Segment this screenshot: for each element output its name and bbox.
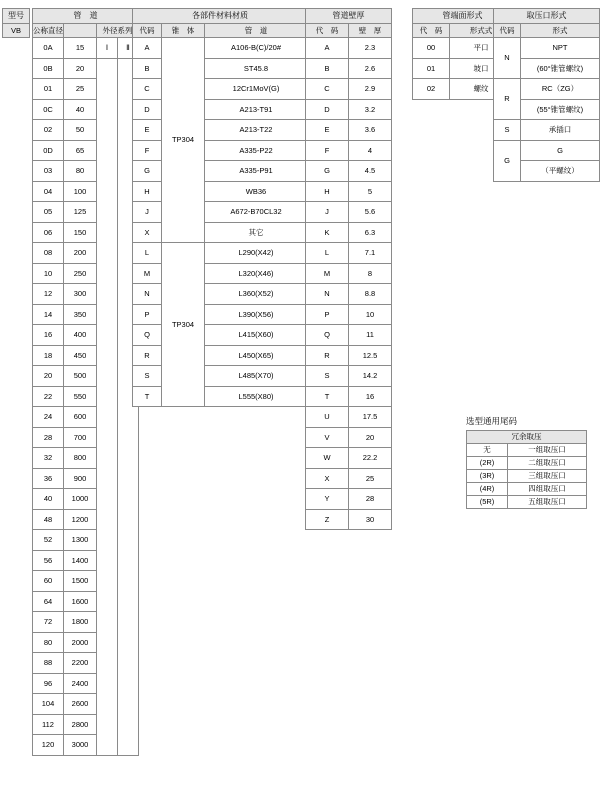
table-subheader-row bbox=[33, 24, 139, 38]
pipe-code: 96 bbox=[33, 673, 64, 694]
pipe-code: 16 bbox=[33, 325, 64, 346]
thickness-code: J bbox=[306, 202, 349, 223]
material-code: P bbox=[133, 304, 162, 325]
pipe-subheader-dn-spacer bbox=[64, 24, 97, 38]
tail-code: (3R) bbox=[467, 470, 508, 483]
pipe-dn: 1300 bbox=[64, 530, 97, 551]
thickness-value: 2.3 bbox=[349, 38, 392, 59]
pipe-subheader-code: 公称直径 bbox=[33, 24, 64, 38]
thickness-value: 4.5 bbox=[349, 161, 392, 182]
table-row bbox=[467, 470, 587, 483]
thickness-code: F bbox=[306, 140, 349, 161]
table-row bbox=[306, 243, 392, 264]
pipe-dn: 2400 bbox=[64, 673, 97, 694]
pipe-code: 88 bbox=[33, 653, 64, 674]
pipe-dn: 40 bbox=[64, 99, 97, 120]
table-row bbox=[133, 345, 308, 366]
material-code: T bbox=[133, 386, 162, 407]
table-subheader-row bbox=[494, 24, 600, 38]
thickness-code: X bbox=[306, 468, 349, 489]
pipe-dn: 2200 bbox=[64, 653, 97, 674]
pipe-code: 28 bbox=[33, 427, 64, 448]
thickness-value: 20 bbox=[349, 427, 392, 448]
thickness-code: G bbox=[306, 161, 349, 182]
pipe-subheader-series: 外径系列 bbox=[97, 24, 139, 38]
table-row bbox=[494, 140, 600, 161]
table-row bbox=[306, 304, 392, 325]
table-row bbox=[33, 58, 139, 79]
material-pipe: L485(X70) bbox=[205, 366, 308, 387]
material-code: Q bbox=[133, 325, 162, 346]
pipe-code: 06 bbox=[33, 222, 64, 243]
table-row bbox=[133, 161, 308, 182]
table-row bbox=[306, 58, 392, 79]
pipe-dn: 200 bbox=[64, 243, 97, 264]
tapform-form-line: (60°锥管螺纹) bbox=[521, 58, 600, 79]
pipe-code: 0D bbox=[33, 140, 64, 161]
material-pipe: A213-T22 bbox=[205, 120, 308, 141]
pipe-code: 56 bbox=[33, 550, 64, 571]
material-subheader-code: 代码 bbox=[133, 24, 162, 38]
thickness-code: E bbox=[306, 120, 349, 141]
pipe-code: 22 bbox=[33, 386, 64, 407]
table-row bbox=[306, 345, 392, 366]
pipe-dn: 100 bbox=[64, 181, 97, 202]
material-code: X bbox=[133, 222, 162, 243]
material-header: 各部件材料材质 bbox=[133, 9, 308, 24]
material-cone-top: TP304 bbox=[162, 38, 205, 243]
table-row bbox=[306, 263, 392, 284]
thickness-code: B bbox=[306, 58, 349, 79]
thickness-code: R bbox=[306, 345, 349, 366]
pipe-code: 60 bbox=[33, 571, 64, 592]
pipe-code: 36 bbox=[33, 468, 64, 489]
endface-subheader-form: 形式式 bbox=[450, 24, 513, 38]
table-header-row bbox=[133, 9, 308, 24]
table-row bbox=[133, 386, 308, 407]
pipe-dn: 1500 bbox=[64, 571, 97, 592]
pipe-code: 64 bbox=[33, 591, 64, 612]
pipe-dn: 65 bbox=[64, 140, 97, 161]
thickness-value: 3.6 bbox=[349, 120, 392, 141]
tail-desc: 五组取压口 bbox=[508, 496, 587, 509]
pipe-dn: 900 bbox=[64, 468, 97, 489]
pipe-code: 04 bbox=[33, 181, 64, 202]
material-pipe: L450(X65) bbox=[205, 345, 308, 366]
table-row bbox=[133, 58, 308, 79]
model-code-header: VB bbox=[3, 24, 30, 38]
thickness-value: 3.2 bbox=[349, 99, 392, 120]
table-row bbox=[306, 222, 392, 243]
pipe-dn: 500 bbox=[64, 366, 97, 387]
tapform-code: N bbox=[494, 38, 521, 79]
pipe-dn: 25 bbox=[64, 79, 97, 100]
pipe-header: 管 道 bbox=[33, 9, 139, 24]
tapform-subheader-form: 形式 bbox=[521, 24, 600, 38]
pipe-code: 48 bbox=[33, 509, 64, 530]
table-row bbox=[133, 38, 308, 59]
tapform-code: G bbox=[494, 140, 521, 181]
material-pipe: L360(X52) bbox=[205, 284, 308, 305]
table-row bbox=[306, 448, 392, 469]
pipe-dn: 80 bbox=[64, 161, 97, 182]
material-code: L bbox=[133, 243, 162, 264]
material-code: G bbox=[133, 161, 162, 182]
table-row bbox=[306, 99, 392, 120]
material-subheader-cone: 锥 体 bbox=[162, 24, 205, 38]
thickness-value: 8 bbox=[349, 263, 392, 284]
table-row bbox=[33, 38, 139, 59]
thickness-code: V bbox=[306, 427, 349, 448]
pipe-dn: 400 bbox=[64, 325, 97, 346]
table-row bbox=[306, 79, 392, 100]
pipe-code: 03 bbox=[33, 161, 64, 182]
model-header: 型号 bbox=[3, 9, 30, 24]
table-header-row bbox=[33, 9, 139, 24]
pipe-code: 104 bbox=[33, 694, 64, 715]
material-code: D bbox=[133, 99, 162, 120]
table-row bbox=[133, 222, 308, 243]
tail-desc: 四组取压口 bbox=[508, 483, 587, 496]
thickness-code: Y bbox=[306, 489, 349, 510]
tapform-form-line: NPT bbox=[521, 38, 600, 59]
material-block bbox=[132, 8, 308, 407]
table-header-row bbox=[467, 431, 587, 444]
endface-form: 螺纹 bbox=[450, 79, 513, 100]
endface-subheader-code: 代 码 bbox=[413, 24, 450, 38]
pipe-dn: 50 bbox=[64, 120, 97, 141]
table-header-row bbox=[3, 9, 30, 24]
pipe-code: 80 bbox=[33, 632, 64, 653]
table-row bbox=[133, 140, 308, 161]
pipe-code: 0C bbox=[33, 99, 64, 120]
pipe-dn: 800 bbox=[64, 448, 97, 469]
pipe-table bbox=[32, 8, 139, 756]
table-subheader-row bbox=[3, 24, 30, 38]
endface-code: 00 bbox=[413, 38, 450, 59]
table-row bbox=[306, 181, 392, 202]
pipe-code: 12 bbox=[33, 284, 64, 305]
material-code: M bbox=[133, 263, 162, 284]
pipe-code: 120 bbox=[33, 735, 64, 756]
pipe-dn: 600 bbox=[64, 407, 97, 428]
material-pipe: 其它 bbox=[205, 222, 308, 243]
thickness-value: 4 bbox=[349, 140, 392, 161]
material-code: B bbox=[133, 58, 162, 79]
thickness-code: P bbox=[306, 304, 349, 325]
table-row bbox=[133, 366, 308, 387]
pipe-code: 14 bbox=[33, 304, 64, 325]
table-row bbox=[306, 366, 392, 387]
material-pipe: WB36 bbox=[205, 181, 308, 202]
pipe-dn: 2800 bbox=[64, 714, 97, 735]
thickness-code: W bbox=[306, 448, 349, 469]
material-pipe: A106-B(C)/20# bbox=[205, 38, 308, 59]
table-row bbox=[306, 407, 392, 428]
table-row bbox=[467, 457, 587, 470]
thickness-value: 6.3 bbox=[349, 222, 392, 243]
pipe-code: 24 bbox=[33, 407, 64, 428]
material-code: F bbox=[133, 140, 162, 161]
material-code: R bbox=[133, 345, 162, 366]
table-row bbox=[306, 140, 392, 161]
thickness-code: U bbox=[306, 407, 349, 428]
pipe-block bbox=[32, 8, 139, 756]
material-pipe: L320(X46) bbox=[205, 263, 308, 284]
thickness-code: S bbox=[306, 366, 349, 387]
tail-code: (5R) bbox=[467, 496, 508, 509]
thickness-code: T bbox=[306, 386, 349, 407]
table-row bbox=[306, 284, 392, 305]
table-row bbox=[306, 468, 392, 489]
pipe-dn: 1600 bbox=[64, 591, 97, 612]
thickness-code: M bbox=[306, 263, 349, 284]
thickness-code: N bbox=[306, 284, 349, 305]
pipe-code: 08 bbox=[33, 243, 64, 264]
pipe-dn: 1800 bbox=[64, 612, 97, 633]
pipe-code: 02 bbox=[33, 120, 64, 141]
tapform-form-line: （平螺纹） bbox=[521, 161, 600, 182]
thickness-value: 11 bbox=[349, 325, 392, 346]
table-row bbox=[494, 38, 600, 59]
table-row bbox=[467, 496, 587, 509]
tail-code-table bbox=[466, 430, 587, 509]
tail-code-title: 选型通用尾码 bbox=[466, 416, 518, 426]
table-header-row bbox=[494, 9, 600, 24]
table-row bbox=[494, 120, 600, 141]
pipe-code: 20 bbox=[33, 366, 64, 387]
pipe-dn: 1000 bbox=[64, 489, 97, 510]
material-table bbox=[132, 8, 308, 407]
table-row bbox=[306, 202, 392, 223]
table-row bbox=[306, 509, 392, 530]
material-pipe: A335-P22 bbox=[205, 140, 308, 161]
pipe-dn: 150 bbox=[64, 222, 97, 243]
thickness-value: 2.6 bbox=[349, 58, 392, 79]
pipe-code: 32 bbox=[33, 448, 64, 469]
tapform-code: S bbox=[494, 120, 521, 141]
material-pipe: L555(X80) bbox=[205, 386, 308, 407]
pipe-dn: 15 bbox=[64, 38, 97, 59]
endface-form: 平口 bbox=[450, 38, 513, 59]
tapform-form-line: RC（ZG） bbox=[521, 79, 600, 100]
table-row bbox=[306, 38, 392, 59]
thickness-value: 2.9 bbox=[349, 79, 392, 100]
material-code: E bbox=[133, 120, 162, 141]
material-pipe: ST45.8 bbox=[205, 58, 308, 79]
table-row bbox=[306, 489, 392, 510]
thickness-value: 16 bbox=[349, 386, 392, 407]
pipe-code: 72 bbox=[33, 612, 64, 633]
table-row bbox=[133, 99, 308, 120]
model-table bbox=[2, 8, 30, 38]
thickness-code: Q bbox=[306, 325, 349, 346]
pipe-series-1-span bbox=[97, 58, 118, 755]
thickness-subheader-code: 代 码 bbox=[306, 24, 349, 38]
thickness-code: Z bbox=[306, 509, 349, 530]
thickness-code: L bbox=[306, 243, 349, 264]
thickness-code: H bbox=[306, 181, 349, 202]
material-code: C bbox=[133, 79, 162, 100]
table-row bbox=[306, 386, 392, 407]
thickness-code: A bbox=[306, 38, 349, 59]
table-row bbox=[494, 79, 600, 100]
thickness-table bbox=[305, 8, 392, 530]
tapform-header: 取压口形式 bbox=[494, 9, 600, 24]
pipe-dn: 450 bbox=[64, 345, 97, 366]
thickness-value: 14.2 bbox=[349, 366, 392, 387]
endface-form: 坡口 bbox=[450, 58, 513, 79]
table-row bbox=[467, 483, 587, 496]
pipe-code: 112 bbox=[33, 714, 64, 735]
thickness-value: 30 bbox=[349, 509, 392, 530]
pipe-code: 52 bbox=[33, 530, 64, 551]
pipe-code: 10 bbox=[33, 263, 64, 284]
pipe-series-1: Ⅰ bbox=[97, 38, 118, 59]
thickness-value: 7.1 bbox=[349, 243, 392, 264]
material-code: J bbox=[133, 202, 162, 223]
pipe-dn: 2600 bbox=[64, 694, 97, 715]
tapform-form-line: 承插口 bbox=[521, 120, 600, 141]
material-pipe: 12Cr1MoV(G) bbox=[205, 79, 308, 100]
thickness-value: 28 bbox=[349, 489, 392, 510]
pipe-code: 18 bbox=[33, 345, 64, 366]
material-pipe: L390(X56) bbox=[205, 304, 308, 325]
thickness-code: D bbox=[306, 99, 349, 120]
material-code: H bbox=[133, 181, 162, 202]
pipe-code: 0A bbox=[33, 38, 64, 59]
pipe-dn: 350 bbox=[64, 304, 97, 325]
tail-header: 冗余取压 bbox=[467, 431, 587, 444]
pipe-code: 0B bbox=[33, 58, 64, 79]
material-subheader-pipe: 管 道 bbox=[205, 24, 308, 38]
table-row bbox=[133, 304, 308, 325]
tail-code-block bbox=[466, 415, 587, 509]
tapform-block bbox=[493, 8, 600, 182]
thickness-value: 12.5 bbox=[349, 345, 392, 366]
pipe-dn: 550 bbox=[64, 386, 97, 407]
thickness-block bbox=[305, 8, 392, 530]
model-block bbox=[2, 8, 30, 38]
pipe-dn: 1400 bbox=[64, 550, 97, 571]
table-row bbox=[133, 79, 308, 100]
pipe-dn: 250 bbox=[64, 263, 97, 284]
thickness-value: 8.8 bbox=[349, 284, 392, 305]
pipe-dn: 700 bbox=[64, 427, 97, 448]
pipe-dn: 20 bbox=[64, 58, 97, 79]
thickness-code: C bbox=[306, 79, 349, 100]
material-cone-bottom: TP304 bbox=[162, 243, 205, 407]
tail-code: (2R) bbox=[467, 457, 508, 470]
table-row bbox=[133, 202, 308, 223]
table-row bbox=[306, 161, 392, 182]
material-pipe: A672-B70CL32 bbox=[205, 202, 308, 223]
pipe-code: 40 bbox=[33, 489, 64, 510]
thickness-value: 22.2 bbox=[349, 448, 392, 469]
pipe-code: 05 bbox=[33, 202, 64, 223]
table-header-row bbox=[306, 9, 392, 24]
endface-code: 01 bbox=[413, 58, 450, 79]
pipe-dn: 1200 bbox=[64, 509, 97, 530]
tail-desc: 二组取压口 bbox=[508, 457, 587, 470]
thickness-code: K bbox=[306, 222, 349, 243]
tapform-form-line: (55°锥管螺纹) bbox=[521, 99, 600, 120]
pipe-series-2: Ⅱ bbox=[118, 38, 139, 59]
pipe-dn: 125 bbox=[64, 202, 97, 223]
table-row bbox=[306, 120, 392, 141]
material-pipe: A335-P91 bbox=[205, 161, 308, 182]
table-row bbox=[133, 181, 308, 202]
material-code: A bbox=[133, 38, 162, 59]
tail-desc: 一组取压口 bbox=[508, 444, 587, 457]
material-pipe: L290(X42) bbox=[205, 243, 308, 264]
table-subheader-row bbox=[133, 24, 308, 38]
thickness-header: 管道壁厚 bbox=[306, 9, 392, 24]
thickness-value: 10 bbox=[349, 304, 392, 325]
material-pipe: A213-T91 bbox=[205, 99, 308, 120]
material-pipe: L415(X60) bbox=[205, 325, 308, 346]
tail-code: (4R) bbox=[467, 483, 508, 496]
table-row bbox=[133, 243, 308, 264]
table-row bbox=[133, 263, 308, 284]
thickness-value: 25 bbox=[349, 468, 392, 489]
tapform-form-line: G bbox=[521, 140, 600, 161]
tail-code: 无 bbox=[467, 444, 508, 457]
pipe-code: 01 bbox=[33, 79, 64, 100]
table-row bbox=[306, 427, 392, 448]
tail-desc: 三组取压口 bbox=[508, 470, 587, 483]
tapform-code: R bbox=[494, 79, 521, 120]
table-row bbox=[467, 444, 587, 457]
endface-header: 管端面形式 bbox=[413, 9, 513, 24]
table-row bbox=[133, 284, 308, 305]
table-row bbox=[306, 325, 392, 346]
table-subheader-row bbox=[306, 24, 392, 38]
table-row bbox=[133, 120, 308, 141]
pipe-dn: 2000 bbox=[64, 632, 97, 653]
thickness-subheader-value: 壁 厚 bbox=[349, 24, 392, 38]
tapform-subheader-code: 代码 bbox=[494, 24, 521, 38]
table-row bbox=[133, 325, 308, 346]
thickness-value: 5.6 bbox=[349, 202, 392, 223]
endface-code: 02 bbox=[413, 79, 450, 100]
material-code: N bbox=[133, 284, 162, 305]
thickness-value: 17.5 bbox=[349, 407, 392, 428]
tapform-table bbox=[493, 8, 600, 182]
material-code: S bbox=[133, 366, 162, 387]
thickness-value: 5 bbox=[349, 181, 392, 202]
pipe-dn: 300 bbox=[64, 284, 97, 305]
pipe-dn: 3000 bbox=[64, 735, 97, 756]
